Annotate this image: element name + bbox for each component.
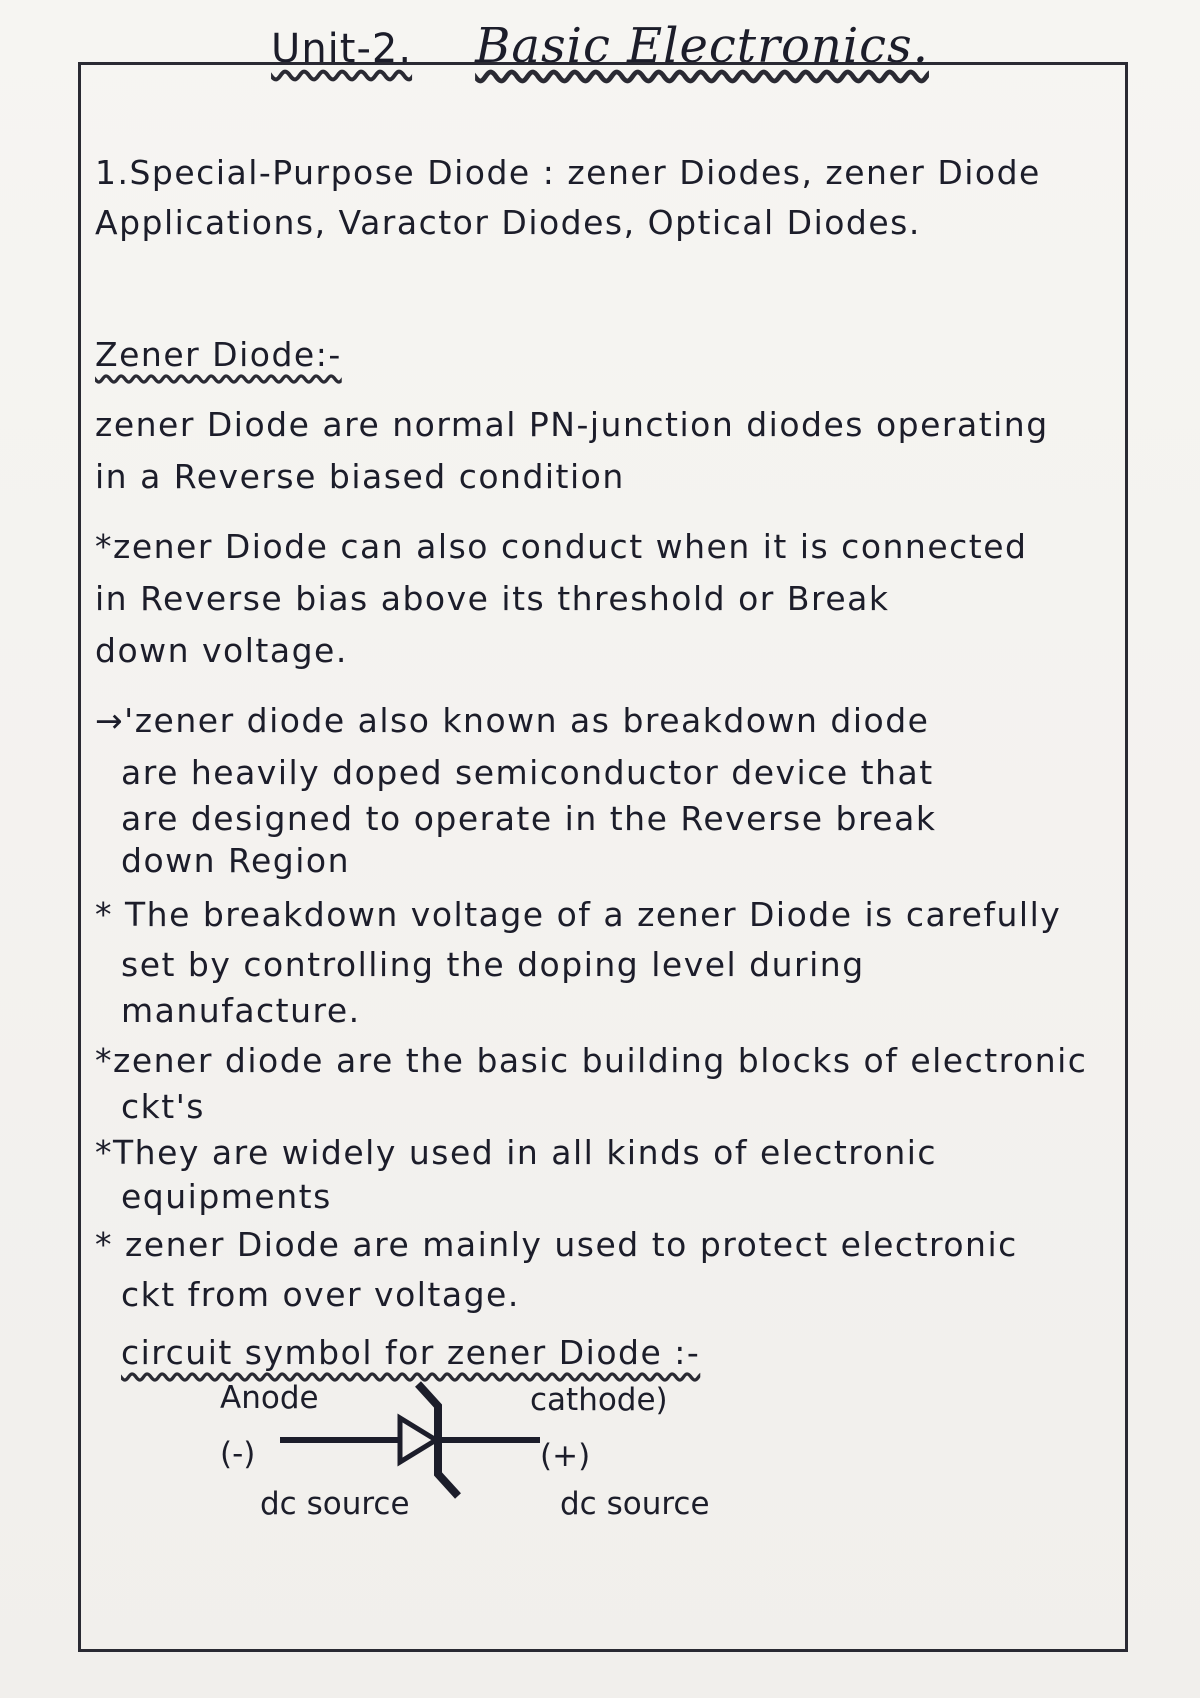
anode-label: Anode: [220, 1380, 319, 1416]
section-heading: Zener Diode:-: [95, 335, 342, 374]
note-line: zener Diode are normal PN-junction diodes operating: [95, 405, 1049, 444]
note-line: *zener diode are the basic building blocks of electronic: [95, 1041, 1088, 1080]
note-line: ckt from over voltage.: [121, 1275, 520, 1314]
note-line: manufacture.: [121, 991, 361, 1030]
dc-source-left: dc source: [260, 1486, 410, 1522]
note-line: down Region: [121, 841, 351, 880]
dc-source-right: dc source: [560, 1486, 710, 1522]
note-line: * The breakdown voltage of a zener Diode is carefully: [95, 895, 1062, 934]
minus-label: (-): [220, 1436, 256, 1472]
note-line: *They are widely used in all kinds of electronic: [95, 1133, 938, 1172]
plus-label: (+): [540, 1438, 591, 1474]
topic-line-1: 1.Special-Purpose Diode : zener Diodes, zener Diode: [95, 153, 1041, 192]
zener-symbol-diagram: [120, 1380, 820, 1580]
zener-diode-symbol-icon: [120, 1380, 820, 1580]
note-line: are heavily doped semiconductor device that: [121, 753, 934, 792]
note-line: in a Reverse biased condition: [95, 457, 625, 496]
unit-label: Unit-2.: [271, 26, 413, 72]
note-line: down voltage.: [95, 631, 348, 670]
note-line: * zener Diode are mainly used to protect electronic: [95, 1225, 1018, 1264]
note-line: set by controlling the doping level during: [121, 945, 865, 984]
topic-line-2: Applications, Varactor Diodes, Optical Diodes.: [95, 203, 921, 242]
note-line: *zener Diode can also conduct when it is connected: [95, 527, 1028, 566]
note-line: are designed to operate in the Reverse break: [121, 799, 937, 838]
note-line: in Reverse bias above its threshold or Break: [95, 579, 890, 618]
note-line: equipments: [121, 1177, 332, 1216]
symbol-heading: circuit symbol for zener Diode :-: [121, 1333, 701, 1372]
note-line: →'zener diode also known as breakdown diode: [95, 701, 930, 740]
subject-title: Basic Electronics.: [475, 18, 929, 74]
note-line: ckt's: [121, 1087, 205, 1126]
cathode-label: cathode): [530, 1382, 668, 1418]
